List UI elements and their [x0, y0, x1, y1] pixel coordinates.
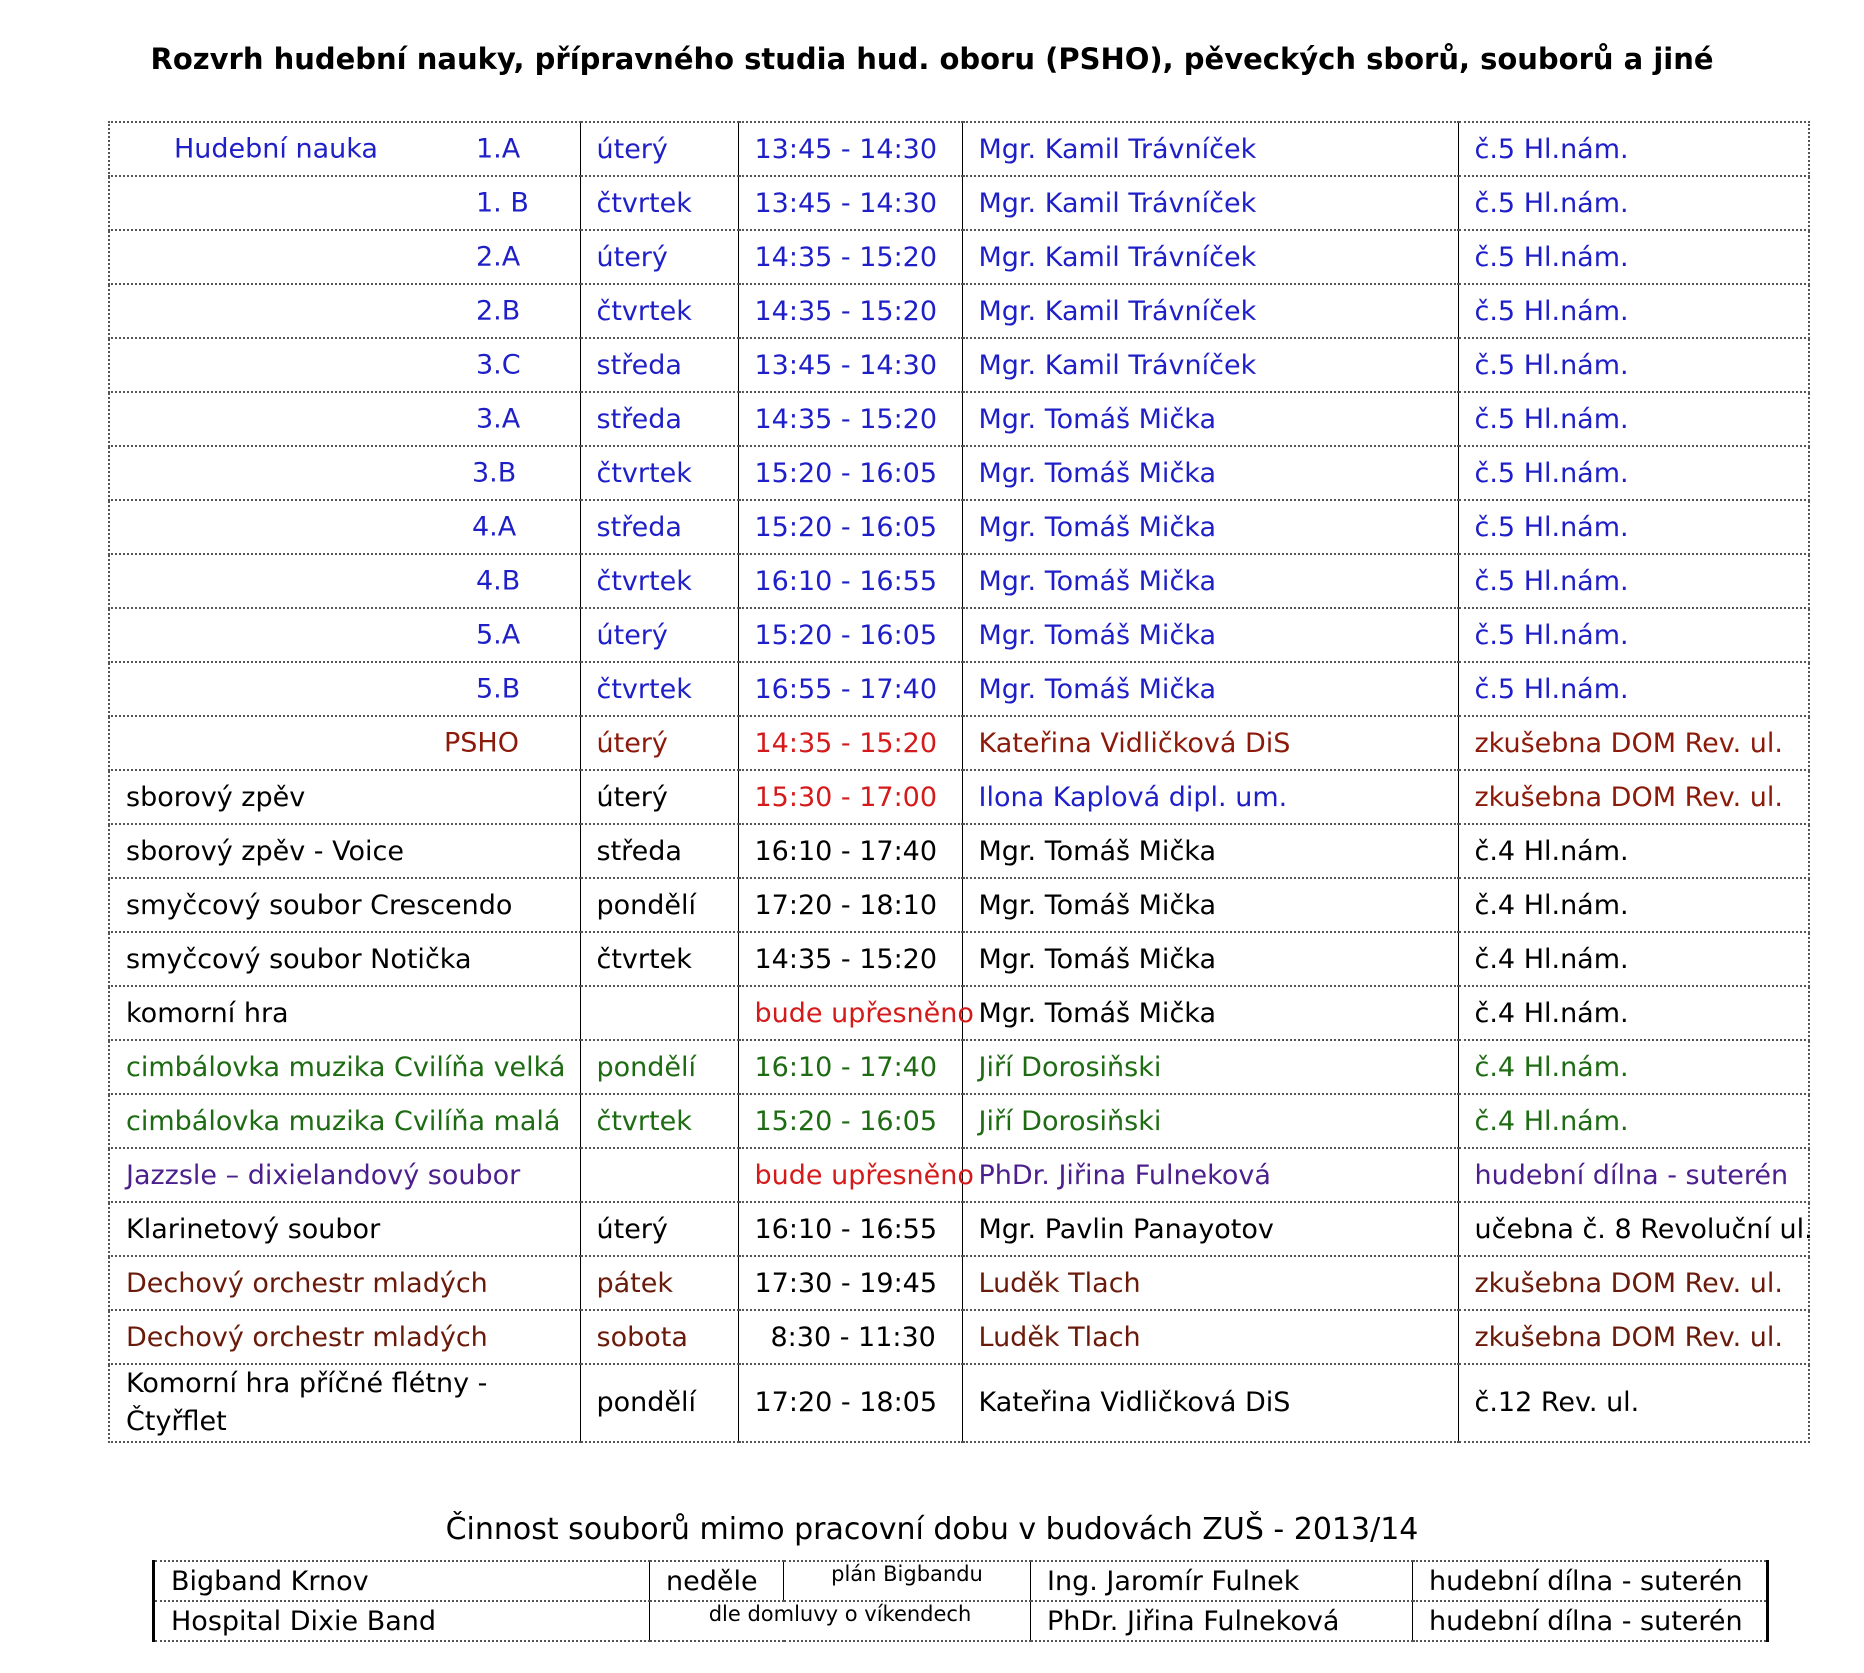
place-cell: č.5 Hl.nám.	[1458, 500, 1809, 554]
subject-cell: sborový zpěv - Voice	[109, 824, 580, 878]
teacher-cell: Mgr. Kamil Trávníček	[962, 176, 1458, 230]
table-row	[109, 824, 1809, 878]
teacher-cell: Kateřina Vidličková DiS	[962, 716, 1458, 770]
day-cell: čtvrtek	[580, 932, 738, 986]
day-cell: úterý	[580, 608, 738, 662]
table-row	[109, 1310, 1809, 1364]
day-cell: úterý	[580, 122, 738, 176]
time-cell: 14:35 - 15:20	[738, 932, 962, 986]
teacher-cell: Mgr. Tomáš Mička	[962, 500, 1458, 554]
time-cell: bude upřesněno	[738, 986, 962, 1040]
place-cell: č.4 Hl.nám.	[1458, 878, 1809, 932]
place-cell: hudební dílna - suterén	[1458, 1148, 1809, 1202]
table-row	[109, 986, 1809, 1040]
subject-cell: smyčcový soubor Notička	[109, 932, 580, 986]
place-cell: č.5 Hl.nám.	[1458, 338, 1809, 392]
class-name: PSHO	[444, 727, 519, 759]
day-cell: středa	[580, 500, 738, 554]
page-title: Rozvrh hudební nauky, přípravného studia hud. oboru (PSHO), pěveckých sborů, souborů a jiné	[150, 42, 1714, 76]
place-cell: zkušebna DOM Rev. ul.	[1458, 1310, 1809, 1364]
subject-cell: cimbálovka muzika Cvilíňa malá	[109, 1094, 580, 1148]
subject-cell	[109, 122, 580, 176]
teacher-cell: PhDr. Jiřina Fulneková	[962, 1148, 1458, 1202]
teacher-cell: Mgr. Tomáš Mička	[962, 608, 1458, 662]
teacher-cell: PhDr. Jiřina Fulneková	[1031, 1601, 1413, 1641]
class-name: 5.A	[476, 619, 521, 651]
teacher-cell: Mgr. Tomáš Mička	[962, 392, 1458, 446]
day-cell: středa	[580, 338, 738, 392]
time-cell: 14:35 - 15:20	[738, 230, 962, 284]
table-row	[109, 716, 1809, 770]
time-cell: 15:20 - 16:05	[738, 1094, 962, 1148]
subject-name: Hudební nauka	[174, 133, 378, 165]
time-cell: 17:30 - 19:45	[738, 1256, 962, 1310]
day-cell: úterý	[580, 770, 738, 824]
teacher-cell: Kateřina Vidličková DiS	[962, 1364, 1458, 1442]
subject-cell	[109, 176, 580, 230]
time-cell: 13:45 - 14:30	[738, 122, 962, 176]
time-cell: 16:55 - 17:40	[738, 662, 962, 716]
table-row	[109, 932, 1809, 986]
day-cell: středa	[580, 392, 738, 446]
teacher-cell: Mgr. Kamil Trávníček	[962, 230, 1458, 284]
day-cell: pondělí	[580, 1040, 738, 1094]
time-cell: bude upřesněno	[738, 1148, 962, 1202]
teacher-cell: Mgr. Tomáš Mička	[962, 986, 1458, 1040]
place-cell: č.5 Hl.nám.	[1458, 230, 1809, 284]
teacher-cell: Ing. Jaromír Fulnek	[1031, 1561, 1413, 1601]
table-row	[109, 1040, 1809, 1094]
table-row	[109, 446, 1809, 500]
time-cell: 15:20 - 16:05	[738, 608, 962, 662]
day-cell: pondělí	[580, 878, 738, 932]
subject-cell	[109, 392, 580, 446]
day-cell: čtvrtek	[580, 554, 738, 608]
time-cell: 8:30 - 11:30	[738, 1310, 962, 1364]
subject-cell	[109, 554, 580, 608]
class-name: 1.A	[476, 133, 521, 165]
teacher-cell: Luděk Tlach	[962, 1256, 1458, 1310]
table-row	[109, 284, 1809, 338]
subject-cell: Dechový orchestr mladých	[109, 1310, 580, 1364]
table-row	[109, 230, 1809, 284]
table-row	[109, 608, 1809, 662]
table-row	[109, 1094, 1809, 1148]
day-cell	[580, 986, 738, 1040]
place-cell: č.12 Rev. ul.	[1458, 1364, 1809, 1442]
place-cell: zkušebna DOM Rev. ul.	[1458, 1256, 1809, 1310]
subject-cell: Dechový orchestr mladých	[109, 1256, 580, 1310]
teacher-cell: Mgr. Tomáš Mička	[962, 878, 1458, 932]
place-cell: č.4 Hl.nám.	[1458, 986, 1809, 1040]
place-cell: zkušebna DOM Rev. ul.	[1458, 770, 1809, 824]
time-cell: 13:45 - 14:30	[738, 338, 962, 392]
day-cell: čtvrtek	[580, 284, 738, 338]
teacher-cell: Mgr. Tomáš Mička	[962, 662, 1458, 716]
table-row	[109, 338, 1809, 392]
teacher-cell: Mgr. Pavlin Panayotov	[962, 1202, 1458, 1256]
time-cell: 15:20 - 16:05	[738, 446, 962, 500]
place-cell: č.5 Hl.nám.	[1458, 446, 1809, 500]
time-cell: 16:10 - 17:40	[738, 824, 962, 878]
place-cell: č.4 Hl.nám.	[1458, 1040, 1809, 1094]
place-cell: zkušebna DOM Rev. ul.	[1458, 716, 1809, 770]
subject-cell	[109, 284, 580, 338]
teacher-cell: Mgr. Tomáš Mička	[962, 554, 1458, 608]
place-cell: č.5 Hl.nám.	[1458, 662, 1809, 716]
teacher-cell: Mgr. Tomáš Mička	[962, 446, 1458, 500]
day-cell: úterý	[580, 1202, 738, 1256]
class-name: 3.A	[476, 403, 521, 435]
class-name: 2.A	[476, 241, 521, 273]
subject-cell: Komorní hra příčné flétny - Čtyřflet	[109, 1364, 580, 1442]
class-name: 5.B	[476, 673, 521, 705]
teacher-cell: Mgr. Tomáš Mička	[962, 932, 1458, 986]
place-cell: hudební dílna - suterén	[1413, 1561, 1768, 1601]
place-cell: č.5 Hl.nám.	[1458, 554, 1809, 608]
time-cell: 14:35 - 15:20	[738, 392, 962, 446]
subject-cell	[109, 230, 580, 284]
place-cell: hudební dílna - suterén	[1413, 1601, 1768, 1641]
day-cell: úterý	[580, 716, 738, 770]
time-cell: 16:10 - 17:40	[738, 1040, 962, 1094]
time-cell: 17:20 - 18:10	[738, 878, 962, 932]
teacher-cell: Jiří Dorosiňski	[962, 1040, 1458, 1094]
subject-cell	[109, 608, 580, 662]
teacher-cell: Mgr. Kamil Trávníček	[962, 284, 1458, 338]
day-cell: čtvrtek	[580, 662, 738, 716]
teacher-cell: Ilona Kaplová dipl. um.	[962, 770, 1458, 824]
table-row	[109, 1148, 1809, 1202]
class-name: 3.B	[472, 457, 517, 489]
day-cell: středa	[580, 824, 738, 878]
day-cell	[580, 1148, 738, 1202]
class-name: 4.A	[472, 511, 517, 543]
section-subtitle: Činnost souborů mimo pracovní dobu v budovách ZUŠ - 2013/14	[445, 1512, 1419, 1547]
time-cell: 16:10 - 16:55	[738, 554, 962, 608]
schedule-table	[108, 121, 1813, 1443]
subject-cell	[109, 338, 580, 392]
place-cell: č.4 Hl.nám.	[1458, 1094, 1809, 1148]
ensemble-cell: Hospital Dixie Band	[154, 1601, 650, 1641]
table-row	[109, 1202, 1809, 1256]
place-cell: č.5 Hl.nám.	[1458, 284, 1809, 338]
table-row	[109, 554, 1809, 608]
time-cell: 14:35 - 15:20	[738, 716, 962, 770]
day-cell: úterý	[580, 230, 738, 284]
table-row	[109, 1256, 1809, 1310]
class-name: 4.B	[476, 565, 521, 597]
place-cell: učebna č. 8 Revoluční ul.	[1458, 1202, 1809, 1256]
place-cell: č.5 Hl.nám.	[1458, 122, 1809, 176]
subject-cell: Jazzsle – dixielandový soubor	[109, 1148, 580, 1202]
time-cell: 15:30 - 17:00	[738, 770, 962, 824]
day-cell: čtvrtek	[580, 176, 738, 230]
subject-cell: sborový zpěv	[109, 770, 580, 824]
table-row	[109, 176, 1809, 230]
day-cell: čtvrtek	[580, 446, 738, 500]
time-cell: 14:35 - 15:20	[738, 284, 962, 338]
subject-cell: cimbálovka muzika Cvilíňa velká	[109, 1040, 580, 1094]
day-cell: čtvrtek	[580, 1094, 738, 1148]
subject-cell	[109, 716, 580, 770]
table-row	[109, 392, 1809, 446]
place-cell: č.4 Hl.nám.	[1458, 824, 1809, 878]
ensemble-cell: Bigband Krnov	[154, 1561, 650, 1601]
subject-cell	[109, 446, 580, 500]
place-cell: č.5 Hl.nám.	[1458, 608, 1809, 662]
subject-cell	[109, 662, 580, 716]
table-row	[109, 662, 1809, 716]
time-cell: plán Bigbandu	[784, 1561, 1031, 1601]
day-cell: pondělí	[580, 1364, 738, 1442]
time-cell: 16:10 - 16:55	[738, 1202, 962, 1256]
time-cell: 17:20 - 18:05	[738, 1364, 962, 1442]
time-cell: 15:20 - 16:05	[738, 500, 962, 554]
time-cell: 13:45 - 14:30	[738, 176, 962, 230]
teacher-cell: Mgr. Kamil Trávníček	[962, 122, 1458, 176]
extra-activities-table	[152, 1560, 1769, 1642]
class-name: 2.B	[476, 295, 521, 327]
subject-cell: komorní hra	[109, 986, 580, 1040]
teacher-cell: Luděk Tlach	[962, 1310, 1458, 1364]
day-time-cell: dle domluvy o víkendech	[650, 1601, 1031, 1641]
table-row	[109, 122, 1809, 176]
table-row	[154, 1601, 1768, 1641]
table-row	[109, 1364, 1809, 1442]
class-name: 1. B	[476, 187, 529, 219]
teacher-cell: Jiří Dorosiňski	[962, 1094, 1458, 1148]
place-cell: č.5 Hl.nám.	[1458, 392, 1809, 446]
place-cell: č.4 Hl.nám.	[1458, 932, 1809, 986]
table-row	[109, 500, 1809, 554]
day-cell: neděle	[650, 1561, 784, 1601]
teacher-cell: Mgr. Kamil Trávníček	[962, 338, 1458, 392]
table-row	[109, 770, 1809, 824]
day-cell: sobota	[580, 1310, 738, 1364]
day-cell: pátek	[580, 1256, 738, 1310]
table-row	[154, 1561, 1768, 1601]
table-row	[109, 878, 1809, 932]
place-cell: č.5 Hl.nám.	[1458, 176, 1809, 230]
class-name: 3.C	[476, 349, 521, 381]
subject-cell: Klarinetový soubor	[109, 1202, 580, 1256]
subject-cell: smyčcový soubor Crescendo	[109, 878, 580, 932]
subject-cell	[109, 500, 580, 554]
teacher-cell: Mgr. Tomáš Mička	[962, 824, 1458, 878]
